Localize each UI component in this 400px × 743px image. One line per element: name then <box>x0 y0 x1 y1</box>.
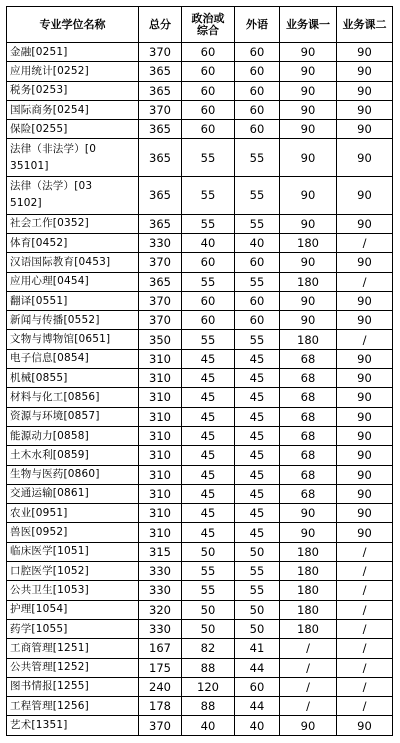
header-course2: 业务课二 <box>337 7 393 43</box>
degree-name: 公共管理[1252] <box>7 658 139 677</box>
language-score: 60 <box>235 120 280 139</box>
course1-score: 90 <box>280 291 337 310</box>
politics-score: 60 <box>182 291 235 310</box>
politics-score: 40 <box>182 716 235 736</box>
course1-score: 90 <box>280 120 337 139</box>
course2-score: 90 <box>337 369 393 388</box>
language-score: 50 <box>235 600 280 619</box>
degree-name: 生物与医药[0860] <box>7 465 139 484</box>
language-score: 45 <box>235 523 280 542</box>
table-row <box>7 369 393 388</box>
course1-score: 68 <box>280 426 337 445</box>
language-score: 45 <box>235 504 280 523</box>
language-score: 60 <box>235 677 280 696</box>
degree-name: 资源与环境[0857] <box>7 407 139 426</box>
politics-score: 50 <box>182 619 235 638</box>
language-score: 40 <box>235 233 280 252</box>
course1-score: 90 <box>280 100 337 119</box>
table-row <box>7 139 393 177</box>
course1-score: 180 <box>280 233 337 252</box>
total-score: 365 <box>139 120 182 139</box>
politics-score: 60 <box>182 253 235 272</box>
header-politics: 政治或综合 <box>182 7 235 43</box>
table-row <box>7 81 393 100</box>
table-row <box>7 581 393 600</box>
total-score: 330 <box>139 619 182 638</box>
language-score: 60 <box>235 311 280 330</box>
politics-score: 45 <box>182 349 235 368</box>
table-row <box>7 542 393 561</box>
course2-score: 90 <box>337 504 393 523</box>
politics-score: 55 <box>182 272 235 291</box>
table-row <box>7 407 393 426</box>
table-row <box>7 43 393 62</box>
course2-score: / <box>337 272 393 291</box>
total-score: 330 <box>139 562 182 581</box>
course1-score: / <box>280 639 337 658</box>
language-score: 44 <box>235 697 280 716</box>
course1-score: / <box>280 677 337 696</box>
table-row <box>7 291 393 310</box>
politics-score: 60 <box>182 120 235 139</box>
course1-score: 90 <box>280 62 337 81</box>
degree-name: 公共卫生[1053] <box>7 581 139 600</box>
table-row <box>7 214 393 233</box>
table-row <box>7 677 393 696</box>
politics-score: 60 <box>182 62 235 81</box>
total-score: 330 <box>139 233 182 252</box>
total-score: 310 <box>139 388 182 407</box>
table-row <box>7 349 393 368</box>
table-row <box>7 504 393 523</box>
course1-score: 180 <box>280 542 337 561</box>
table-row <box>7 658 393 677</box>
language-score: 50 <box>235 542 280 561</box>
politics-score: 45 <box>182 388 235 407</box>
degree-name: 工商管理[1251] <box>7 639 139 658</box>
language-score: 60 <box>235 100 280 119</box>
table-row <box>7 311 393 330</box>
header-total: 总分 <box>139 7 182 43</box>
language-score: 60 <box>235 81 280 100</box>
table-row <box>7 562 393 581</box>
language-score: 55 <box>235 177 280 215</box>
total-score: 310 <box>139 504 182 523</box>
total-score: 370 <box>139 100 182 119</box>
degree-name: 土木水利[0859] <box>7 446 139 465</box>
course2-score: 90 <box>337 407 393 426</box>
degree-name: 兽医[0952] <box>7 523 139 542</box>
total-score: 365 <box>139 272 182 291</box>
table-row <box>7 272 393 291</box>
table-row <box>7 62 393 81</box>
course2-score: 90 <box>337 100 393 119</box>
degree-name: 体育[0452] <box>7 233 139 252</box>
degree-name: 材料与化工[0856] <box>7 388 139 407</box>
total-score: 350 <box>139 330 182 349</box>
total-score: 175 <box>139 658 182 677</box>
degree-name: 保险[0255] <box>7 120 139 139</box>
course2-score: 90 <box>337 62 393 81</box>
degree-name: 新闻与传播[0552] <box>7 311 139 330</box>
course2-score: / <box>337 619 393 638</box>
course1-score: 180 <box>280 600 337 619</box>
course1-score: 180 <box>280 562 337 581</box>
course1-score: 68 <box>280 465 337 484</box>
politics-score: 88 <box>182 658 235 677</box>
table-row <box>7 697 393 716</box>
politics-score: 60 <box>182 311 235 330</box>
table-row <box>7 446 393 465</box>
language-score: 55 <box>235 330 280 349</box>
course1-score: 68 <box>280 484 337 503</box>
table-row <box>7 523 393 542</box>
total-score: 310 <box>139 465 182 484</box>
degree-name: 金融[0251] <box>7 43 139 62</box>
language-score: 45 <box>235 446 280 465</box>
language-score: 44 <box>235 658 280 677</box>
course2-score: / <box>337 233 393 252</box>
politics-score: 55 <box>182 562 235 581</box>
course1-score: 68 <box>280 446 337 465</box>
course1-score: 90 <box>280 523 337 542</box>
degree-name: 能源动力[0858] <box>7 426 139 445</box>
course1-score: 68 <box>280 369 337 388</box>
politics-score: 45 <box>182 504 235 523</box>
course1-score: 180 <box>280 272 337 291</box>
politics-score: 45 <box>182 407 235 426</box>
header-name: 专业学位名称 <box>7 7 139 43</box>
total-score: 370 <box>139 291 182 310</box>
degree-name: 电子信息[0854] <box>7 349 139 368</box>
degree-name: 护理[1054] <box>7 600 139 619</box>
language-score: 40 <box>235 716 280 736</box>
course2-score: / <box>337 639 393 658</box>
language-score: 60 <box>235 62 280 81</box>
total-score: 370 <box>139 311 182 330</box>
total-score: 167 <box>139 639 182 658</box>
politics-score: 50 <box>182 600 235 619</box>
politics-score: 60 <box>182 81 235 100</box>
total-score: 330 <box>139 581 182 600</box>
table-row <box>7 465 393 484</box>
course1-score: 90 <box>280 504 337 523</box>
total-score: 240 <box>139 677 182 696</box>
politics-score: 45 <box>182 369 235 388</box>
language-score: 45 <box>235 426 280 445</box>
politics-score: 55 <box>182 581 235 600</box>
total-score: 310 <box>139 369 182 388</box>
politics-score: 40 <box>182 233 235 252</box>
course2-score: 90 <box>337 177 393 215</box>
degree-name: 法律（非法学）[035101] <box>7 139 139 177</box>
course1-score: 68 <box>280 388 337 407</box>
course1-score: 90 <box>280 43 337 62</box>
total-score: 178 <box>139 697 182 716</box>
course1-score: 180 <box>280 619 337 638</box>
language-score: 55 <box>235 581 280 600</box>
course2-score: / <box>337 562 393 581</box>
course1-score: 90 <box>280 139 337 177</box>
degree-name: 机械[0855] <box>7 369 139 388</box>
course2-score: 90 <box>337 465 393 484</box>
language-score: 60 <box>235 253 280 272</box>
course1-score: 90 <box>280 177 337 215</box>
course2-score: 90 <box>337 43 393 62</box>
course2-score: 90 <box>337 446 393 465</box>
politics-score: 55 <box>182 177 235 215</box>
degree-name: 临床医学[1051] <box>7 542 139 561</box>
degree-name: 农业[0951] <box>7 504 139 523</box>
total-score: 310 <box>139 523 182 542</box>
politics-score: 60 <box>182 43 235 62</box>
course1-score: 68 <box>280 407 337 426</box>
language-score: 45 <box>235 388 280 407</box>
degree-name: 翻译[0551] <box>7 291 139 310</box>
politics-score: 120 <box>182 677 235 696</box>
politics-score: 45 <box>182 523 235 542</box>
language-score: 55 <box>235 139 280 177</box>
course2-score: 90 <box>337 388 393 407</box>
degree-name: 艺术[1351] <box>7 716 139 736</box>
language-score: 60 <box>235 291 280 310</box>
table-row <box>7 177 393 215</box>
course2-score: / <box>337 697 393 716</box>
course2-score: / <box>337 542 393 561</box>
total-score: 365 <box>139 62 182 81</box>
politics-score: 82 <box>182 639 235 658</box>
language-score: 50 <box>235 619 280 638</box>
total-score: 365 <box>139 177 182 215</box>
course2-score: / <box>337 600 393 619</box>
header-language: 外语 <box>235 7 280 43</box>
course2-score: 90 <box>337 426 393 445</box>
language-score: 55 <box>235 214 280 233</box>
language-score: 60 <box>235 43 280 62</box>
course2-score: 90 <box>337 253 393 272</box>
course2-score: / <box>337 658 393 677</box>
course1-score: 90 <box>280 716 337 736</box>
table-row <box>7 388 393 407</box>
course2-score: 90 <box>337 120 393 139</box>
course2-score: / <box>337 677 393 696</box>
course1-score: / <box>280 658 337 677</box>
course2-score: 90 <box>337 81 393 100</box>
degree-name: 交通运输[0861] <box>7 484 139 503</box>
politics-score: 60 <box>182 100 235 119</box>
language-score: 55 <box>235 562 280 581</box>
degree-name: 应用统计[0252] <box>7 62 139 81</box>
course1-score: 68 <box>280 349 337 368</box>
language-score: 45 <box>235 407 280 426</box>
degree-name: 口腔医学[1052] <box>7 562 139 581</box>
course1-score: 90 <box>280 311 337 330</box>
header-row <box>7 7 393 43</box>
course1-score: 180 <box>280 581 337 600</box>
course1-score: / <box>280 697 337 716</box>
politics-score: 45 <box>182 484 235 503</box>
language-score: 55 <box>235 272 280 291</box>
degree-name: 文物与博物馆[0651] <box>7 330 139 349</box>
course2-score: 90 <box>337 716 393 736</box>
course1-score: 90 <box>280 214 337 233</box>
politics-score: 55 <box>182 214 235 233</box>
total-score: 370 <box>139 253 182 272</box>
total-score: 315 <box>139 542 182 561</box>
table-row <box>7 100 393 119</box>
course2-score: / <box>337 330 393 349</box>
course2-score: 90 <box>337 349 393 368</box>
total-score: 310 <box>139 349 182 368</box>
politics-score: 55 <box>182 330 235 349</box>
language-score: 45 <box>235 484 280 503</box>
course1-score: 90 <box>280 253 337 272</box>
table-row <box>7 619 393 638</box>
politics-score: 50 <box>182 542 235 561</box>
table-row <box>7 716 393 736</box>
total-score: 365 <box>139 139 182 177</box>
degree-name: 药学[1055] <box>7 619 139 638</box>
table-row <box>7 120 393 139</box>
degree-name: 法律（法学）[035102] <box>7 177 139 215</box>
degree-name: 工程管理[1256] <box>7 697 139 716</box>
table-row <box>7 426 393 445</box>
total-score: 310 <box>139 446 182 465</box>
degree-name: 社会工作[0352] <box>7 214 139 233</box>
total-score: 365 <box>139 214 182 233</box>
course2-score: 90 <box>337 291 393 310</box>
total-score: 365 <box>139 81 182 100</box>
degree-name: 国际商务[0254] <box>7 100 139 119</box>
degree-name: 汉语国际教育[0453] <box>7 253 139 272</box>
header-course1: 业务课一 <box>280 7 337 43</box>
politics-score: 45 <box>182 465 235 484</box>
degree-name: 应用心理[0454] <box>7 272 139 291</box>
course1-score: 90 <box>280 81 337 100</box>
politics-score: 55 <box>182 139 235 177</box>
table-row <box>7 639 393 658</box>
language-score: 45 <box>235 349 280 368</box>
table-row <box>7 253 393 272</box>
total-score: 310 <box>139 426 182 445</box>
course2-score: 90 <box>337 139 393 177</box>
degree-name: 图书情报[1255] <box>7 677 139 696</box>
language-score: 45 <box>235 369 280 388</box>
table-row <box>7 233 393 252</box>
score-table <box>6 6 393 736</box>
table-row <box>7 600 393 619</box>
politics-score: 45 <box>182 446 235 465</box>
total-score: 310 <box>139 407 182 426</box>
total-score: 310 <box>139 484 182 503</box>
total-score: 370 <box>139 43 182 62</box>
course2-score: 90 <box>337 523 393 542</box>
politics-score: 45 <box>182 426 235 445</box>
table-body <box>7 43 393 736</box>
politics-score: 88 <box>182 697 235 716</box>
course2-score: / <box>337 581 393 600</box>
table-row <box>7 484 393 503</box>
course2-score: 90 <box>337 311 393 330</box>
total-score: 370 <box>139 716 182 736</box>
course2-score: 90 <box>337 484 393 503</box>
course1-score: 180 <box>280 330 337 349</box>
table-row <box>7 330 393 349</box>
language-score: 45 <box>235 465 280 484</box>
language-score: 41 <box>235 639 280 658</box>
degree-name: 税务[0253] <box>7 81 139 100</box>
course2-score: 90 <box>337 214 393 233</box>
total-score: 320 <box>139 600 182 619</box>
